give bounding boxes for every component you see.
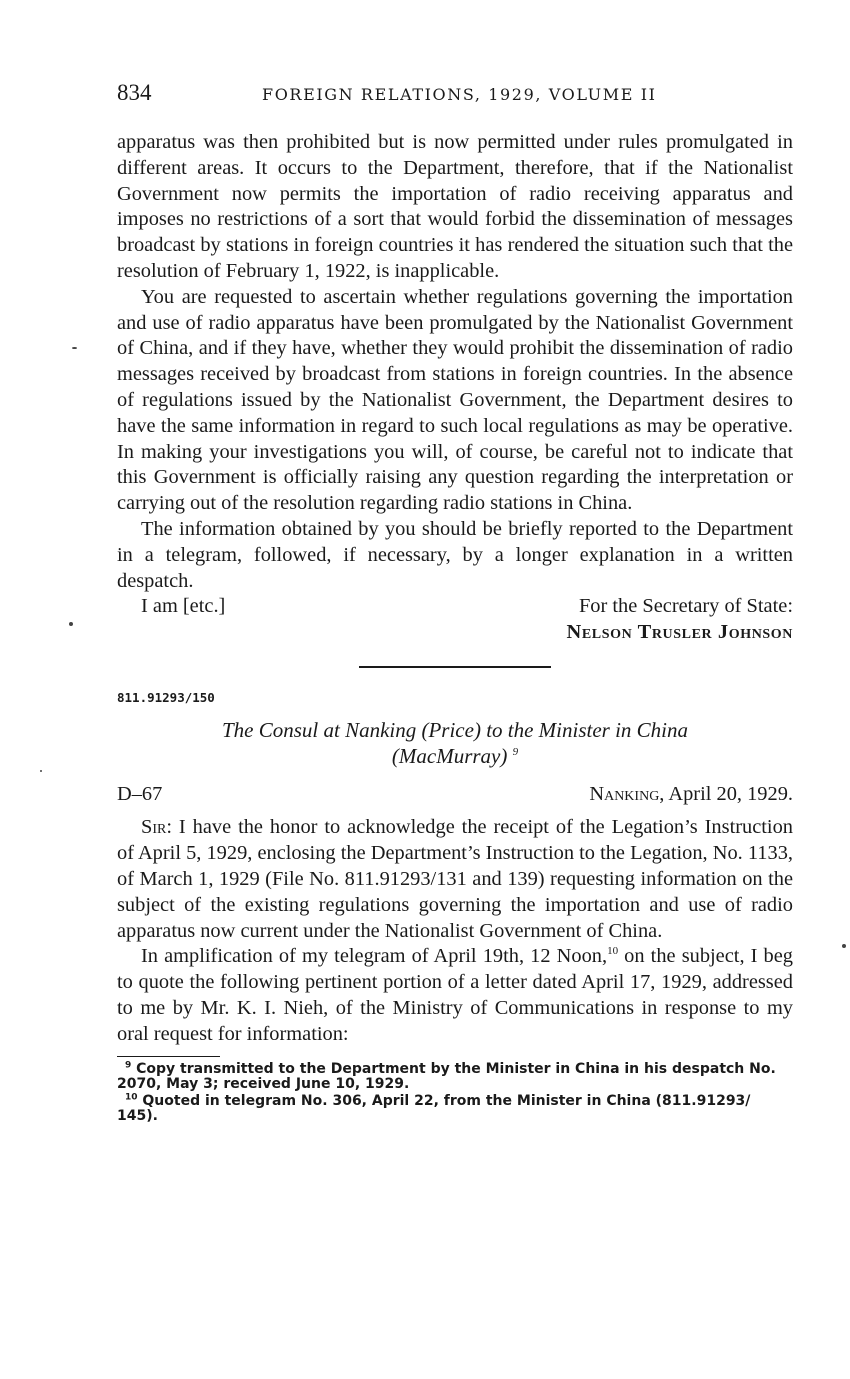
letter1-paragraph-3: The information obtained by you should be briefly reported to the Department in a telegram, followed, if necessary, by a longer explanation in a written despatch. xyxy=(117,517,793,592)
footnote-mark: 10 xyxy=(125,1092,138,1103)
salutation: Sir xyxy=(141,816,167,839)
heading-recipient: (MacMurray) xyxy=(391,744,508,769)
letter1-paragraph-2: You are requested to ascertain whether regulations governing the importation and use of radio apparatus have been promulgated by the Nationalist Government of China, and if they have, whether they would prohibit the dissemination of radio messages received by broadcast from stations in foreign countries. In the absence of regulations issued by the Nationalist Government, the Department desires to have the same information in regard to such local regulations as may be operative. In making your investigations you will, of course, be careful not to indicate that this Government is officially raising any question regarding the interpretation or carrying out of the resolution regarding radio stations in China. xyxy=(117,285,793,515)
heading-line-1: The Consul at Nanking (Price) to the Minister in China xyxy=(221,718,689,743)
letter2-paragraph-2 xyxy=(117,944,793,1047)
closing-signature-block xyxy=(567,594,793,646)
footnote-10 xyxy=(117,1094,793,1124)
heading-line-2 xyxy=(117,743,793,769)
scan-speck xyxy=(40,770,42,772)
letter2-paragraph-2-after: on the subject, I beg to quote the following pertinent portion of a letter dated April 17, 1929, addressed to me by Mr. K. I. Nieh, of the Ministry of Communications in response to my oral request for information: xyxy=(117,945,793,1045)
footnote-9 xyxy=(117,1062,793,1092)
date: April 20, 1929. xyxy=(668,783,793,806)
heading-footnote-ref: 9 xyxy=(512,746,519,759)
scan-speck xyxy=(72,347,77,349)
section-divider xyxy=(359,666,551,668)
letter2-paragraph-2-before: In amplification of my telegram of April 19th, 12 Noon, xyxy=(141,945,608,968)
scan-speck xyxy=(842,944,846,948)
footnotes xyxy=(117,1062,793,1124)
footnote-text: Quoted in telegram No. 306, April 22, from the Minister in China (811.91293/ 145). xyxy=(117,1093,751,1125)
running-title: FOREIGN RELATIONS, 1929, VOLUME II xyxy=(262,85,657,104)
letter2-paragraph-1-text: : I have the honor to acknowledge the receipt of the Legation’s Instruction of April 5, 1929, enclosing the Department’s Instruction to the Legation, No. 1133, of March 1, 1929 (File No. 811.91293/131 and 139) requesting information on the subject of the existing regulations governing the importation and use of radio apparatus now current under the Nationalist Government of China. xyxy=(117,816,793,942)
document-page xyxy=(117,80,793,1126)
place-and-date xyxy=(589,783,793,806)
file-number: 811.91293/150 xyxy=(117,690,215,706)
dateline xyxy=(117,783,793,815)
footnote-mark: 9 xyxy=(125,1060,132,1071)
closing-salutation: I am [etc.] xyxy=(141,595,226,618)
scan-speck xyxy=(69,622,73,626)
place: Nanking, xyxy=(589,783,665,806)
letter2-paragraph-1 xyxy=(117,815,793,944)
paragraph-footnote-ref: 10 xyxy=(607,945,619,958)
letter1-paragraph-1: apparatus was then prohibited but is now permitted under rules promulgated in different areas. It occurs to the Department, therefore, that if the Nationalist Government now permits the importation of radio receiving apparatus and imposes no restrictions of a sort that would forbid the dissemination of messages broadcast by stations in foreign countries it has rendered the situation such that the resolution of February 1, 1922, is inapplicable. xyxy=(117,131,793,282)
page-number: 834 xyxy=(117,80,152,105)
document-id: D–67 xyxy=(117,783,163,806)
letter1-closing xyxy=(117,594,793,646)
footnote-divider xyxy=(117,1056,220,1058)
document-heading xyxy=(117,717,793,769)
signatory-name: Nelson Trusler Johnson xyxy=(566,621,793,644)
footnote-text: Copy transmitted to the Department by the Minister in China in his despatch No. 2070, May 3; received June 10, 1929. xyxy=(117,1061,776,1093)
signatory-title: For the Secretary of State: xyxy=(578,595,793,618)
running-header xyxy=(117,80,793,112)
